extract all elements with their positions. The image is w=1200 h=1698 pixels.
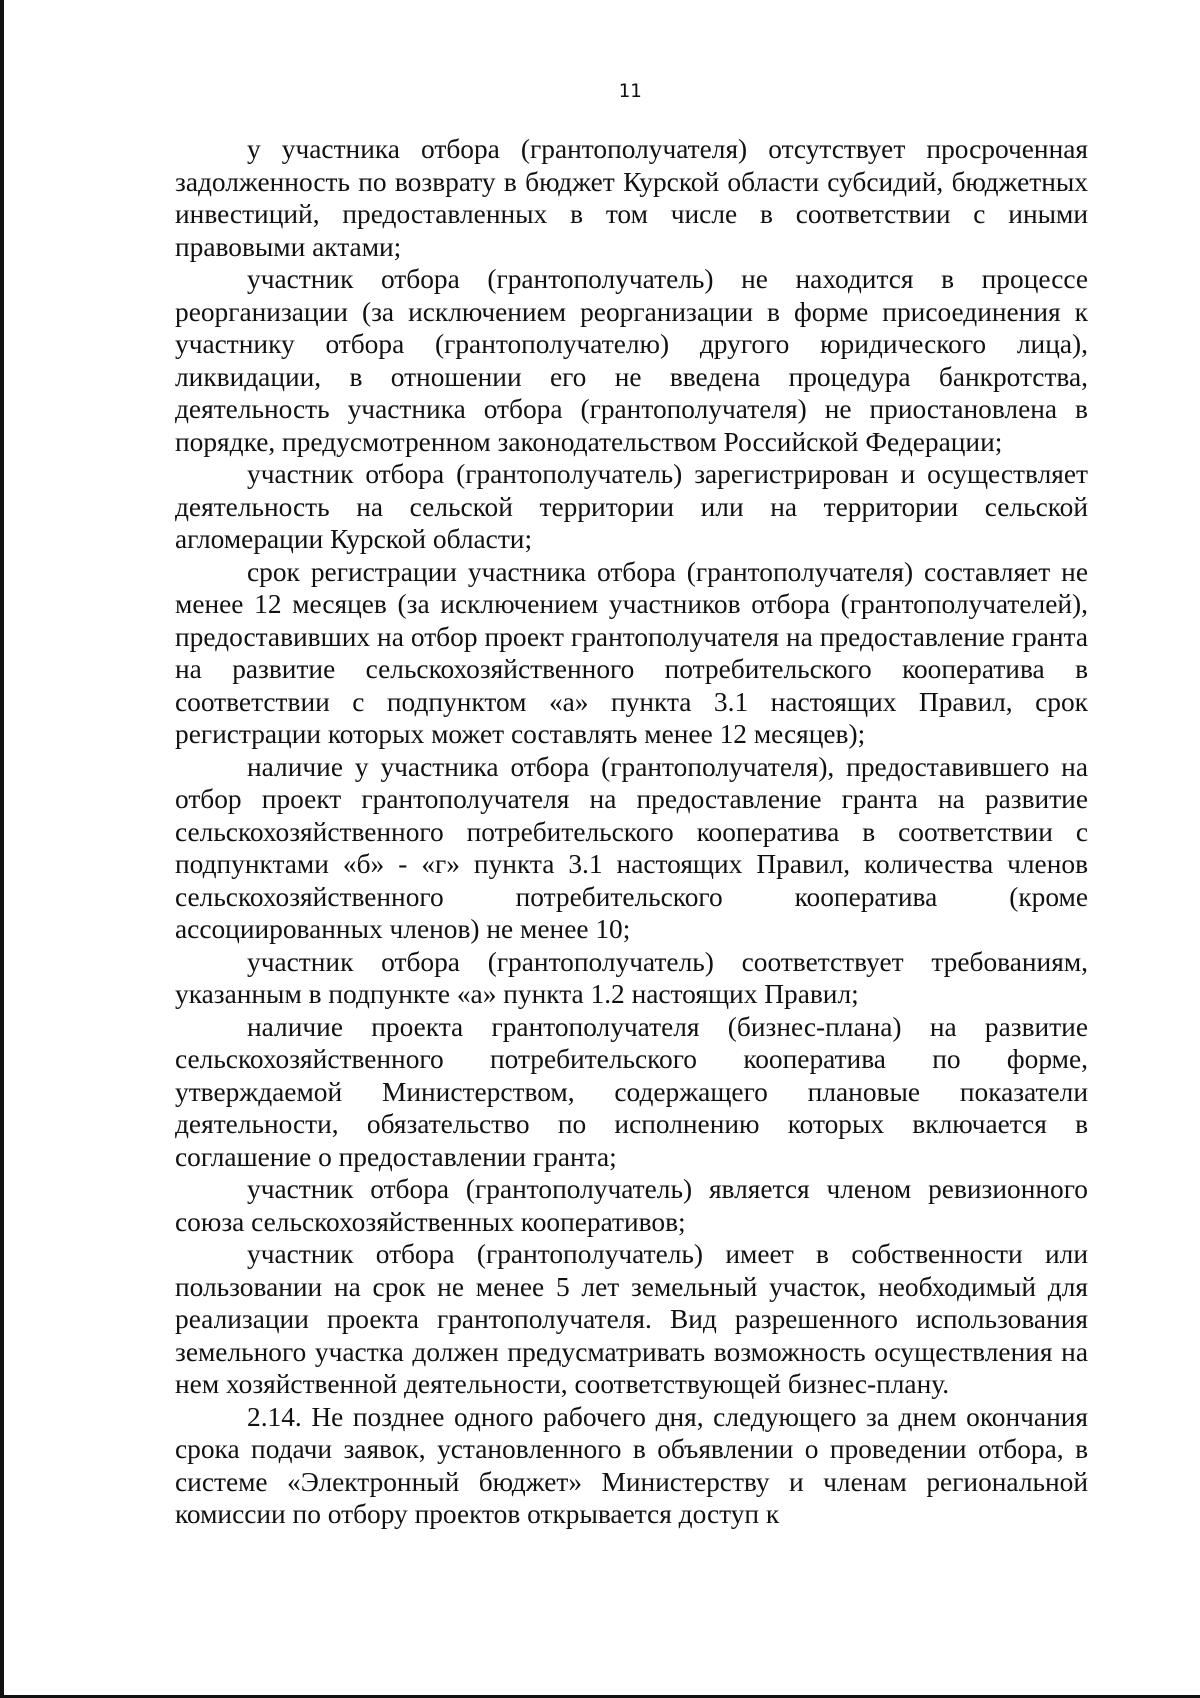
paragraph-audit-union: участник отбора (грантополучатель) является членом ревизионного союза сельскохозяйственных кооперативов; bbox=[175, 1174, 1088, 1237]
page-number: 11 bbox=[618, 80, 642, 102]
paragraph-rural-registration: участник отбора (грантополучатель) зарегистрирован и осуществляет деятельность на сельской территории или на территории сельской агломерации Курской области; bbox=[175, 459, 1088, 554]
paragraph-land-plot: участник отбора (грантополучатель) имеет в собственности или пользовании на срок не менее 5 лет земельный участок, необходимый для реализации проекта грантополучателя. Вид разрешенного использования земельного участка должен предусматривать возможность осуществления на нем хозяйственной деятельности, соответствующей бизнес-плану. bbox=[175, 1239, 1088, 1399]
paragraph-member-count: наличие у участника отбора (грантополучателя), предоставившего на отбор проект грантополучателя на предоставление гранта на развитие сельскохозяйственного потребительского кооператива в соответствии с подпунктами «б» - «г» пункта 3.1 настоящих Правил, количества членов сельскохозяйственного потребительского кооператива (кроме ассоциированных членов) не менее 10; bbox=[175, 751, 1088, 944]
paragraph-no-reorganization: участник отбора (грантополучатель) не находится в процессе реорганизации (за исключением реорганизации в форме присоединения к участнику отбора (грантополучателю) другого юридического лица), ликвидации, в отношении его не введена процедура банкротства, деятельность участника отбора (грантополучателя) не приостановлена в порядке, предусмотренном законодательством Российской Федерации; bbox=[175, 264, 1088, 457]
paragraph-no-overdue-debt: у участника отбора (грантополучателя) отсутствует просроченная задолженность по возврату в бюджет Курской области субсидий, бюджетных инвестиций, предоставленных в том числе в соответствии с иными правовыми актами; bbox=[175, 134, 1088, 262]
paragraph-registration-period: срок регистрации участника отбора (грантополучателя) составляет не менее 12 месяцев (за исключением участников отбора (грантополучателей), предоставивших на отбор проект грантополучателя на предоставление гранта на развитие сельскохозяйственного потребительского кооператива в соответствии с подпунктом «а» пункта 3.1 настоящих Правил, срок регистрации которых может составлять менее 12 месяцев); bbox=[175, 556, 1088, 749]
scan-edge-left bbox=[0, 0, 4, 1698]
paragraph-business-plan: наличие проекта грантополучателя (бизнес-плана) на развитие сельскохозяйственного потребительского кооператива по форме, утверждаемой Министерством, содержащего плановые показатели деятельности, обязательство по исполнению которых включается в соглашение о предоставлении гранта; bbox=[175, 1011, 1088, 1172]
document-body bbox=[175, 133, 1088, 1531]
paragraph-requirements: участник отбора (грантополучатель) соответствует требованиям, указанным в подпункте «а» пункта 1.2 настоящих Правил; bbox=[175, 946, 1088, 1009]
paragraph-section-2-14: 2.14. Не позднее одного рабочего дня, следующего за днем окончания срока подачи заявок, установленного в объявлении о проведении отбора, в системе «Электронный бюджет» Министерству и членам региональной комиссии по отбору проектов открывается доступ к bbox=[175, 1401, 1088, 1529]
